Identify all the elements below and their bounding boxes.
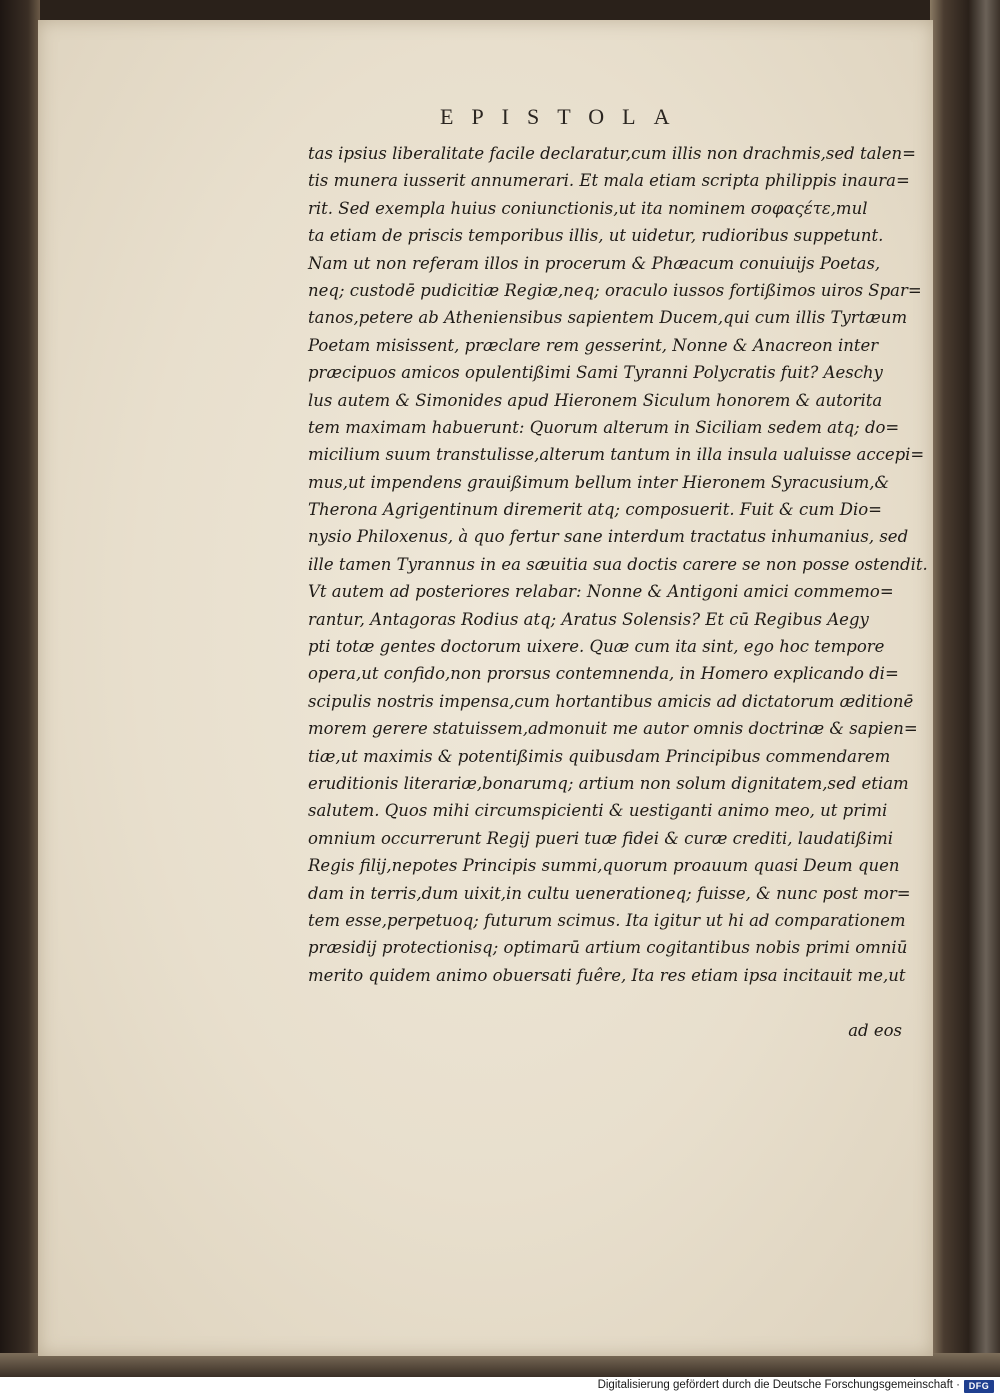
text-line: Nam ut non referam illos in procerum & Phæacum conuiuijs Poetas, — [308, 253, 881, 273]
text-line: ille tamen Tyrannus in ea sæuitia sua doctis carere se non posse ostendit. — [308, 554, 928, 574]
funding-credit: Digitalisierung gefördert durch die Deutsche Forschungsgemeinschaft · — [597, 1379, 960, 1391]
text-line: scipulis nostris impensa,cum hortantibus amicis ad dictatorum æditionē — [308, 691, 914, 711]
text-line: opera,ut confido,non prorsus contemnenda, in Homero explicando di= — [308, 664, 899, 684]
text-line: tas ipsius liberalitate facile declaratur,cum illis non drachmis,sed talen= — [308, 144, 916, 163]
text-line: tiæ,ut maximis & potentißimis quibusdam Principibus commendarem — [308, 746, 891, 766]
text-line: rantur, Antagoras Rodius atq; Aratus Solensis? Et cū Regibus Aegy — [308, 609, 869, 629]
text-line: tanos,petere ab Atheniensibus sapientem Ducem,qui cum illis Tyrtæum — [308, 308, 908, 328]
text-line: neq; custodē pudicitiæ Regiæ,neq; oraculo iussos fortißimos uiros Spar= — [308, 280, 922, 300]
body-text — [308, 140, 928, 989]
running-head: EPISTOLA — [440, 104, 688, 129]
dfg-logo-text: DFG — [968, 1381, 990, 1391]
text-line: micilium suum transtulisse,alterum tantum in illa insula ualuisse accepi= — [308, 445, 925, 465]
catchword: ad eos — [848, 1021, 902, 1040]
text-line: eruditionis literariæ,bonarumq; artium non solum dignitatem,sed etiam — [308, 773, 909, 793]
text-line: tis munera iusserit annumerari. Et mala etiam scripta philippis inaura= — [308, 171, 910, 191]
text-line: Vt autem ad posteriores relabar: Nonne & Antigoni amici commemo= — [308, 582, 894, 602]
text-line: præsidij protectionisq; optimarū artium cogitantibus nobis primi omniū — [308, 938, 908, 958]
text-line: tem esse,perpetuoq; futurum scimus. Ita igitur ut hi ad comparationem — [308, 910, 906, 930]
dfg-logo — [964, 1380, 994, 1393]
footer-bar — [0, 1377, 1000, 1397]
text-line: nysio Philoxenus, à quo fertur sane interdum tractatus inhumanius, sed — [308, 527, 909, 547]
fore-edge — [930, 0, 1000, 1377]
text-line: Regis filij,nepotes Principis summi,quorum proauum quasi Deum quen — [308, 856, 900, 876]
text-line: Poetam misissent, præclare rem gesserint, Nonne & Anacreon inter — [308, 335, 879, 355]
text-line: salutem. Quos mihi circumspicienti & uestiganti animo meo, ut primi — [308, 801, 888, 821]
text-line: dam in terris,dum uixit,in cultu uenerationeq; fuisse, & nunc post mor= — [308, 883, 911, 903]
text-line: ta etiam de priscis temporibus illis, ut uidetur, rudioribus suppetunt. — [308, 226, 884, 246]
text-line: merito quidem animo obuersati fuêre, Ita res etiam ipsa incitauit me,ut — [308, 965, 906, 985]
text-line: præcipuos amicos opulentißimi Sami Tyranni Polycratis fuit? Aeschy — [308, 363, 883, 383]
text-line: mus,ut impendens grauißimum bellum inter Hieronem Syracusium,& — [308, 472, 890, 492]
bottom-edge — [0, 1353, 1000, 1377]
text-line: tem maximam habuerunt: Quorum alterum in Siciliam sedem atq; do= — [308, 417, 900, 437]
text-line: morem gerere statuissem,admonuit me autor omnis doctrinæ & sapien= — [308, 719, 918, 739]
text-line: lus autem & Simonides apud Hieronem Siculum honorem & autorita — [308, 390, 883, 410]
text-line: Therona Agrigentinum diremerit atq; composuerit. Fuit & cum Dio= — [308, 500, 882, 520]
text-line: rit. Sed exempla huius coniunctionis,ut ita nominem σοφαςέτε,mul — [308, 198, 868, 218]
binding-edge — [0, 0, 40, 1377]
text-line: pti totæ gentes doctorum uixere. Quæ cum ita sint, ego hoc tempore — [308, 637, 885, 657]
text-line: omnium occurrerunt Regij pueri tuæ fidei & curæ crediti, laudatißimi — [308, 828, 894, 848]
